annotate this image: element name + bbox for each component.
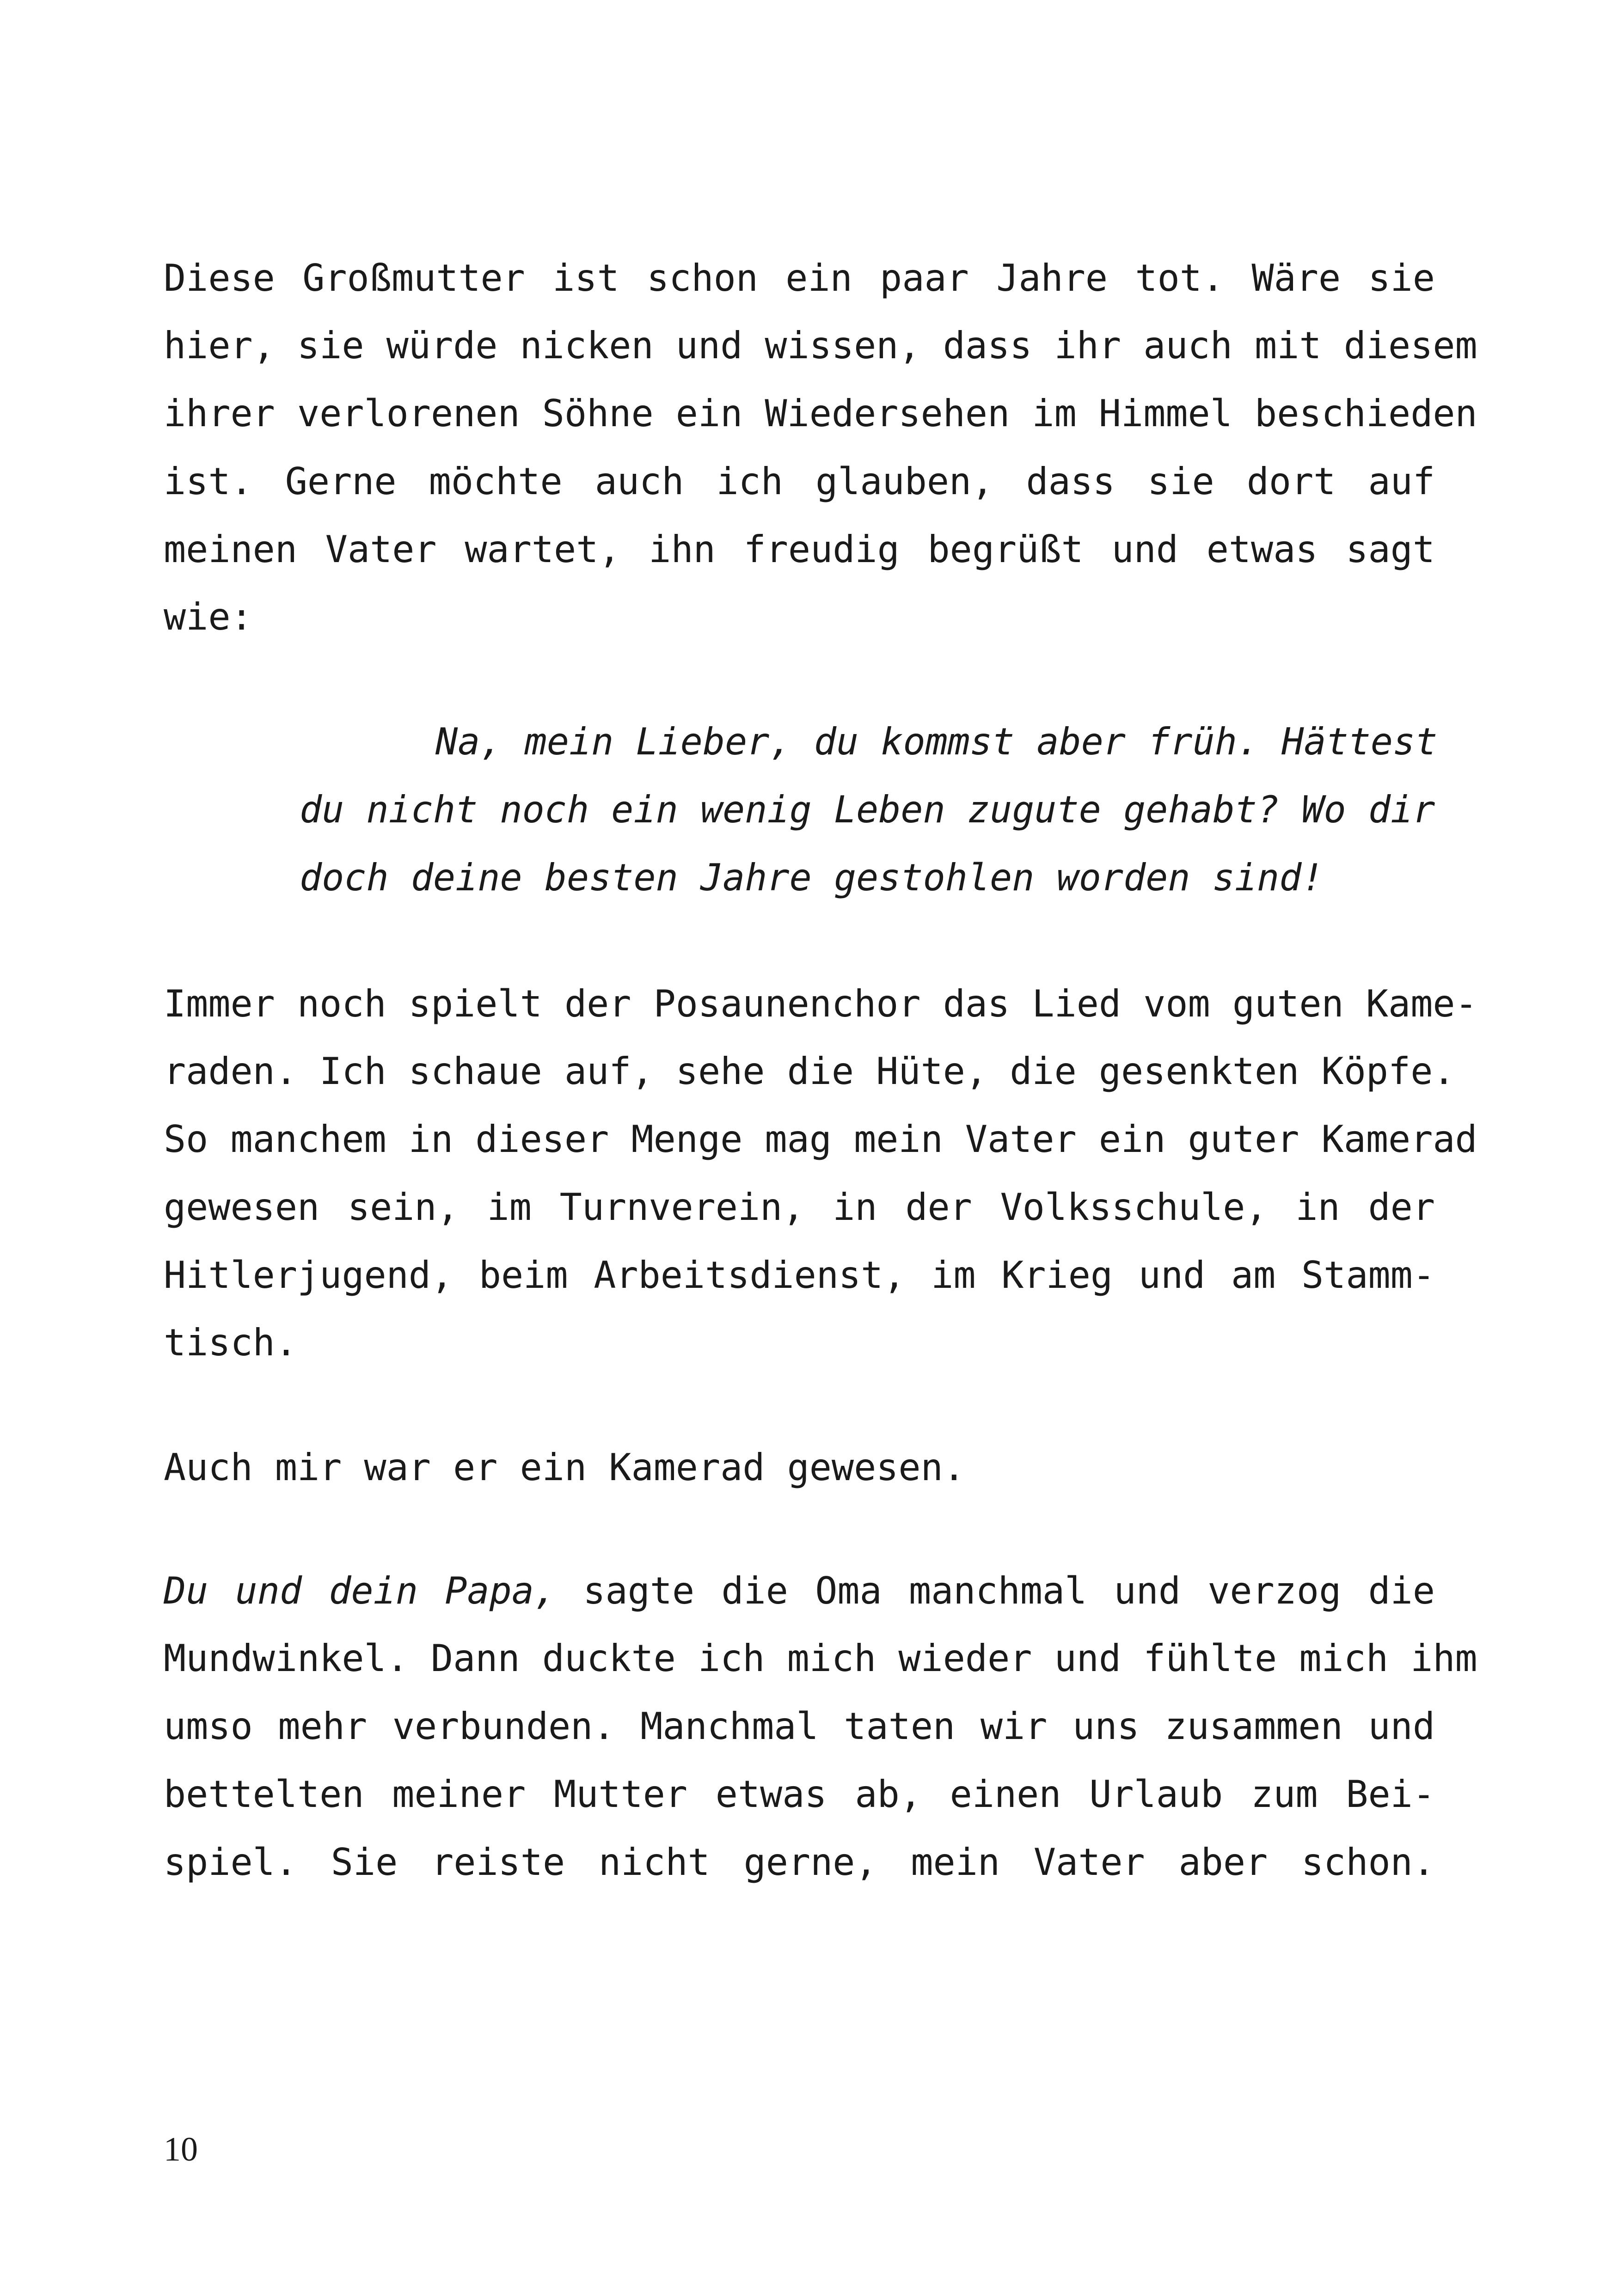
paragraph-2-line-4: gewesen sein, im Turnverein, in der Volksschule, in der <box>164 1186 1435 1229</box>
paragraph-4-italic-lead: Du und dein Papa, <box>164 1569 557 1612</box>
paragraph-4-line-1-rest: sagte die Oma manchmal und verzog die <box>556 1569 1435 1612</box>
paragraph-3-line-1: Auch mir war er ein Kamerad gewesen. <box>164 1446 965 1489</box>
paragraph-4-line-1 <box>164 1568 1435 1614</box>
paragraph-4-line-3: umso mehr verbunden. Manchmal taten wir uns zusammen und <box>164 1705 1435 1748</box>
paragraph-2-line-1: Immer noch spielt der Posaunenchor das Lied vom guten Kame- <box>164 982 1477 1025</box>
paragraph-1-line-5: meinen Vater wartet, ihn freudig begrüßt und etwas sagt <box>164 528 1435 571</box>
paragraph-1-line-4: ist. Gerne möchte auch ich glauben, dass sie dort auf <box>164 460 1435 503</box>
paragraph-1-line-2: hier, sie würde nicken und wissen, dass ihr auch mit diesem <box>164 324 1477 367</box>
paragraph-2-line-3: So manchem in dieser Menge mag mein Vater ein guter Kamerad <box>164 1118 1477 1161</box>
quote-line-3: doch deine besten Jahre gestohlen worden sind! <box>300 856 1324 899</box>
quote-line-1: Na, mein Lieber, du kommst aber früh. Hättest <box>435 720 1438 763</box>
page-number: 10 <box>164 2131 198 2168</box>
paragraph-2-line-6: tisch. <box>164 1321 297 1364</box>
paragraph-1-line-6: wie: <box>164 595 253 638</box>
paragraph-1-line-3: ihrer verlorenen Söhne ein Wiedersehen im Himmel beschieden <box>164 392 1477 435</box>
paragraph-4-line-5: spiel. Sie reiste nicht gerne, mein Vater aber schon. <box>164 1841 1435 1884</box>
paragraph-4-line-4: bettelten meiner Mutter etwas ab, einen Urlaub zum Bei- <box>164 1773 1435 1816</box>
quote-line-2: du nicht noch ein wenig Leben zugute gehabt? Wo dir <box>300 788 1435 831</box>
paragraph-2-line-2: raden. Ich schaue auf, sehe die Hüte, die gesenkten Köpfe. <box>164 1050 1455 1093</box>
paragraph-2-line-5: Hitlerjugend, beim Arbeitsdienst, im Krieg und am Stamm- <box>164 1254 1435 1297</box>
paragraph-4-line-2: Mundwinkel. Dann duckte ich mich wieder und fühlte mich ihm <box>164 1637 1477 1680</box>
paragraph-1-line-1: Diese Großmutter ist schon ein paar Jahre tot. Wäre sie <box>164 257 1435 300</box>
